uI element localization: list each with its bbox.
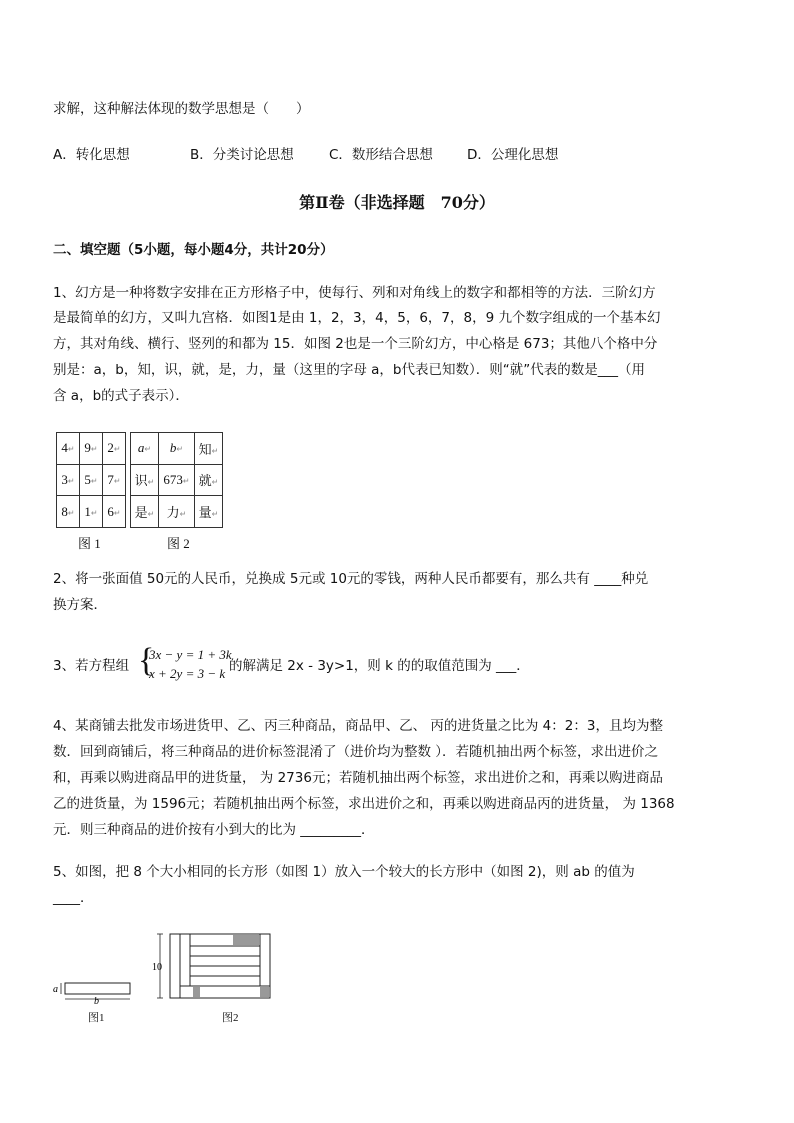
q2-line: 换方案． [53,597,107,613]
grid-cell: 7↵ [103,464,126,496]
q3-suffix: 的解满足 2x - 3y>1，则 k 的的取值范围为 ___． [229,658,530,674]
label-a: a [53,984,58,995]
option-b[interactable]: B．分类讨论思想 [190,147,294,163]
figure-1-caption: 图 1 [78,536,101,551]
label-height: 10 [152,962,162,973]
grid-cell: 知↵ [194,433,222,465]
shaded-gap [233,935,259,945]
grid-cell: 力↵ [159,496,195,528]
q1-line: 是最简单的幻方，又叫九宫格．如图1是由 1，2，3，4，5，6，7，8，9 九个数字组成的一个基本幻 [53,310,661,326]
grid-cell: 是↵ [131,496,159,528]
rectangle-figure-2 [152,930,274,1002]
q1-line: 含 a，b的式子表示）． [53,388,189,404]
grid-cell: 4↵ [57,433,80,465]
magic-square-figure-2 [130,432,223,528]
grid-cell: 673↵ [159,464,195,496]
grid-cell: 3↵ [57,464,80,496]
grid-cell: 8↵ [57,496,80,528]
grid-cell: 识↵ [131,464,159,496]
q5-figure-1-caption: 图1 [88,1012,105,1024]
q5-figure-2-caption: 图2 [222,1012,239,1024]
section-heading: 二、填空题（5小题，每小题4分，共计20分） [53,242,334,258]
small-rectangle [65,983,130,994]
part-title: 第Ⅱ卷（非选择题 70分） [299,193,495,212]
q1-line: 方，其对角线、横行、竖列的和都为 15．如图 2也是一个三阶幻方，中心格是 673；其他八个格中分 [53,336,658,352]
grid-cell: 1↵ [80,496,103,528]
grid-cell: b↵ [159,433,195,465]
grid-cell: 5↵ [80,464,103,496]
grid-cell: 量↵ [194,496,222,528]
shaded-gap [260,987,269,997]
grid-cell: 6↵ [103,496,126,528]
option-a[interactable]: A．转化思想 [53,147,130,163]
q1-line: 别是：a，b，知，识，就，是，力，量（这里的字母 a，b代表已知数）．则“就”代表的数是___（用 [53,362,645,378]
q2-line: 2、将一张面值 50元的人民币，兑换成 5元或 10元的零钱，两种人民币都要有，那么共有 ____种兑 [53,571,649,587]
grid-cell: 2↵ [103,433,126,465]
figure-2-caption: 图 2 [167,536,190,551]
grid-cell: a↵ [131,433,159,465]
q4-line: 数．回到商铺后，将三种商品的进价标签混淆了（进价均为整数 ）．若随机抽出两个标签，求出进价之 [53,744,659,760]
option-d[interactable]: D．公理化思想 [467,147,559,163]
magic-square-figure-1 [56,432,126,528]
label-b: b [94,996,99,1007]
q5-line: 5、如图，把 8 个大小相同的长方形（如图 1）放入一个较大的长方形中（如图 2)，则 ab 的值为 [53,864,635,880]
q1-line: 1、幻方是一种将数字安排在正方形格子中，使每行、列和对角线上的数字和都相等的方法．三阶幻方 [53,285,656,301]
equation-1: 3x − y = 1 + 3k [149,647,232,662]
q4-line: 元．则三种商品的进价按有小到大的比为 _________． [53,822,375,838]
q5-line: ____． [53,890,94,906]
shaded-gap [193,987,200,997]
equation-brace: { [138,642,155,679]
grid-cell: 9↵ [80,433,103,465]
prev-question-options [53,143,753,163]
equation-2: x + 2y = 3 − k [149,666,226,681]
q4-line: 4、某商铺去批发市场进货甲、乙、丙三种商品，商品甲、乙、 丙的进货量之比为 4：2：3，且均为整 [53,718,663,734]
q3-prefix: 3、若方程组 [53,658,130,674]
q4-line: 乙的进货量，为 1596元；若随机抽出两个标签，求出进价之和，再乘以购进商品丙的进货量， 为 1368 [53,796,675,812]
rectangle-figure-1 [50,978,135,1010]
option-c[interactable]: C．数形结合思想 [329,147,433,163]
prev-question-tail: 求解，这种解法体现的数学思想是（ ） [53,101,310,117]
grid-cell: 就↵ [194,464,222,496]
q4-line: 和，再乘以购进商品甲的进货量， 为 2736元；若随机抽出两个标签，求出进价之和，再乘以购进商品 [53,770,663,786]
